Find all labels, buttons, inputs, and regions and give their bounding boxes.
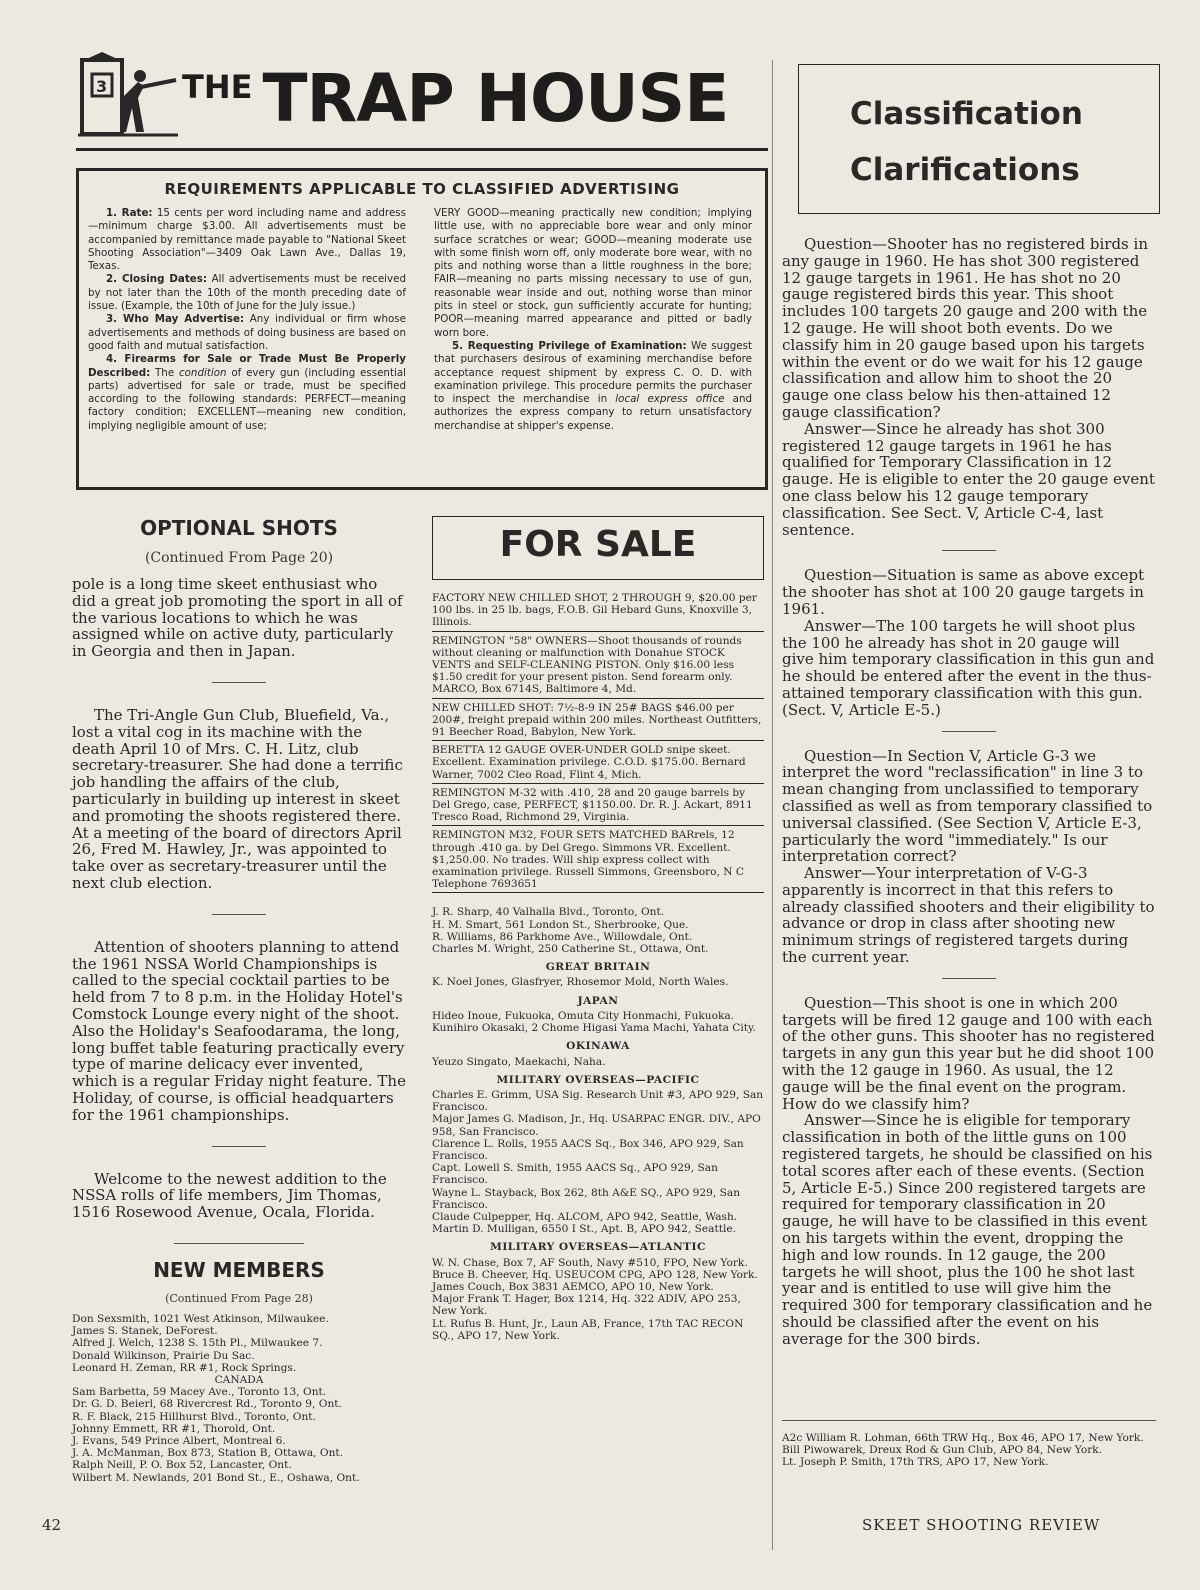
for-sale-list <box>432 592 764 1342</box>
classified-ad: REMINGTON M-32 with .410, 28 and 20 gauge barrels by Del Grego, case, PERFECT, $1150.00. Dr. R. J. Ackart, 8911 Tresco Road, Richmond 29, Virginia. <box>432 787 764 827</box>
req-rate: 1. Rate: 15 cents per word including name and address—minimum charge $3.00. All advertisements must be accompanied by remittance made payable to "National Skeet Shooting Association"—3409 Oak Lawn Ave., Dallas 19, Texas. <box>88 207 407 273</box>
canada-label: CANADA <box>214 1373 264 1386</box>
member-item: Martin D. Mulligan, 6550 I St., Apt. B, APO 942, Seattle. <box>432 1223 737 1236</box>
member-item: Wilbert M. Newlands, 201 Bond St., E., Oshawa, Ont. <box>72 1471 360 1484</box>
member-item: Wayne L. Stayback, Box 262, 8th A&E SQ., APO 929, San Francisco. <box>432 1186 741 1211</box>
classified-ad: REMINGTON "58" OWNERS—Shoot thousands of rounds without cleaning or malfunction with Donahue STOCK VENTS and SELF-CLEANING PISTON. Only $16.00 less $1.50 credit for your present piston. Send forearm only. MARCO, Box 6714S, Baltimore 4, Md. <box>432 635 764 699</box>
member-item: Lt. Rufus B. Hunt, Jr., Laun AB, France, 17th TAC RECON SQ., APO 17, New York. <box>432 1317 744 1342</box>
trap-house-logo-icon <box>78 52 178 138</box>
member-item: Ralph Neill, P. O. Box 52, Lancaster, Ont. <box>72 1459 292 1472</box>
question-1: Question—Shooter has no registered birds in any gauge in 1960. He has shot 300 registered 12 gauge targets in 1961. He has shot no 20 gauge registered birds this year. This shoot includes 100 targets 20 gauge and 200 with the 12 gauge. He will shoot both events. Do we classify him in 20 gauge based upon his targets within the event or do we wait for his 12 gauge classification and allow him to shoot the 20 gauge one class below his then-attained 12 gauge classification? <box>782 235 1148 421</box>
member-item: Bruce B. Cheever, Hq. USEUCOM CPG, APO 128, New York. <box>432 1268 758 1281</box>
for-sale-heading: FOR SALE <box>499 524 697 565</box>
new-members-list <box>72 1313 406 1484</box>
classified-ad: BERETTA 12 GAUGE OVER-UNDER GOLD snipe skeet. Excellent. Examination privilege. C.O.D. $175.00. Bernard Warner, 7002 Cleo Road, Flint 4, Mich. <box>432 744 764 784</box>
region-label: OKINAWA <box>566 1040 630 1053</box>
member-item: Hideo Inoue, Fukuoka, Omuta City Honmachi, Fukuoka. <box>432 1009 735 1022</box>
member-item: J. A. McManman, Box 873, Station B, Ottawa, Ont. <box>72 1447 344 1460</box>
region-label: JAPAN <box>577 994 619 1007</box>
separator <box>942 978 996 979</box>
svg-text:3: 3 <box>96 77 108 96</box>
requirements-right-column <box>434 207 752 433</box>
separator <box>212 682 266 683</box>
member-item: R. Williams, 86 Parkhome Ave., Willowdale, Ont. <box>432 930 693 943</box>
question-3: Question—In Section V, Article G-3 we interpret the word "reclassification" in line 3 to mean changing from unclassified to temporary classified as well as from temporary classified to universal classified. (See Section V, Article E-3, particularly the word "immediately." Is our interpretation correct? <box>782 746 1153 866</box>
optional-shots-p3: Attention of shooters planning to attend the 1961 NSSA World Championships is called to the special cocktail parties to be held from 7 to 8 p.m. in the Holiday Hotel's Comstock Lounge every night of the shoot. Also the Holiday's Seafoodarama, the long, long buffet table featuring practically every type of marine delicacy ever invented, which is a regular Friday night feature. The Holiday, of course, is official headquarters for the 1961 championships. <box>72 937 406 1124</box>
answer-3: Answer—Your interpretation of V-G-3 apparently is incorrect in that this refers to already classified shooters and their eligibility to advance or drop in class after shooting new minimum strings of registered targets during the current year. <box>782 864 1155 967</box>
masthead-main: TRAP HOUSE <box>262 60 729 137</box>
req-closing: 2. Closing Dates: All advertisements must be received by not later than the 10th of the month preceding date of issue. (Example, the 10th of June for the July issue.) <box>88 273 406 313</box>
answer-4: Answer—Since he is eligible for temporary classification in both of the little guns on 100 registered targets, he should be classified on his total scores after each of these events. (Section 5, Article E-5.) Since 200 registered targets are required for temporary classification in 20 gauge, he will have to be classified in this event on his targets within the event, dropping the high and low rounds. In 12 gauge, the 200 targets he will shoot, plus the 100 he shot last year and is entitled to use will give him the required 300 for temporary classification and he should be classified after the event on his average for the 300 birds. <box>782 1111 1153 1348</box>
separator <box>942 550 996 551</box>
region-label: MILITARY OVERSEAS—ATLANTIC <box>490 1241 706 1254</box>
member-item: J. R. Sharp, 40 Valhalla Blvd., Toronto, Ont. <box>432 906 665 919</box>
member-item: Claude Culpepper, Hq. ALCOM, APO 942, Seattle, Wash. <box>432 1210 738 1223</box>
member-item: Charles M. Wright, 250 Catherine St., Ottawa, Ont. <box>432 943 709 956</box>
member-item: R. F. Black, 215 Hillhurst Blvd., Toronto, Ont. <box>72 1410 316 1423</box>
atlantic-continued-list <box>782 1432 1156 1469</box>
optional-shots-p1: pole is a long time skeet enthusiast who did a great job promoting the sport in all of the various locations to which he was assigned while on active duty, particularly in Georgia and then in Japan. <box>72 575 403 661</box>
member-item: Sam Barbetta, 59 Macey Ave., Toronto 13, Ont. <box>72 1386 327 1399</box>
member-item: Bill Piwowarek, Dreux Rod & Gun Club, APO 84, New York. <box>782 1444 1103 1457</box>
optional-shots-section <box>72 516 406 1484</box>
classified-ad: REMINGTON M32, FOUR SETS MATCHED BARrels, 12 through .410 ga. by Del Grego. Simmons VR. Excellent. $1,250.00. No trades. Will ship express collect with examination privilege. Russell Simmons, Greensboro, N C Telephone 7693651 <box>432 829 764 893</box>
req-who: 3. Who May Advertise: Any individual or firm whose advertisements and methods of doing business are based on good faith and mutual satisfaction. <box>88 313 407 352</box>
classification-title: Classification Clarifications <box>850 96 1083 188</box>
question-4: Question—This shoot is one in which 200 targets will be fired 12 gauge and 100 with each of the other guns. This shooter has no registered targets in any gun this year but he did shoot 100 with the 12 gauge in 1960. As usual, the 12 gauge will be the final event on the program. How do we classify him? <box>782 993 1155 1113</box>
member-item: James S. Stanek, DeForest. <box>72 1325 218 1338</box>
optional-shots-p2: The Tri-Angle Gun Club, Bluefield, Va., lost a vital cog in its machine with the death April 10 of Mrs. C. H. Litz, club secretary-treasurer. She had done a terrific job handling the affairs of the club, particularly in building up interest in skeet and promoting the shoots registered there. At a meeting of the board of directors April 26, Fred M. Hawley, Jr., was appointed to take over as secretary-treasurer until the next club election. <box>72 705 403 892</box>
page-number: 42 <box>42 1516 62 1534</box>
classification-body <box>782 236 1156 1348</box>
classified-ad: FACTORY NEW CHILLED SHOT, 2 THROUGH 9, $20.00 per 100 lbs. in 25 lb. bags, F.O.B. Gil Hebard Guns, Knoxville 3, Illinois. <box>432 592 764 632</box>
member-item: Charles E. Grimm, USA Sig. Research Unit #3, APO 929, San Francisco. <box>432 1088 764 1114</box>
optional-shots-p4: Welcome to the newest addition to the NSSA rolls of life members, Jim Thomas, 1516 Rosewood Avenue, Ocala, Florida. <box>72 1169 387 1222</box>
member-item: Clarence L. Rolls, 1955 AACS Sq., Box 346, APO 929, San Francisco. <box>432 1137 744 1162</box>
member-item: Capt. Lowell S. Smith, 1955 AACS Sq., APO 929, San Francisco. <box>432 1162 718 1187</box>
req-examination: 5. Requesting Privilege of Examination: We suggest that purchasers desirous of examining merchandise before acceptance request shipment by express C. O. D. with examination privilege. This procedure permits the purchaser to inspect the merchandise in local express office and authorizes the express company to return unsatisfactory merchandise at shipper's expense. <box>434 339 753 432</box>
requirements-left-column <box>88 207 406 433</box>
optional-shots-sub: (Continued From Page 20) <box>144 550 334 566</box>
separator <box>212 914 266 915</box>
member-item: James Couch, Box 3831 AEMCO, APO 10, New York. <box>432 1280 714 1293</box>
region-label: GREAT BRITAIN <box>545 961 651 974</box>
separator <box>942 731 996 732</box>
masthead-title <box>182 60 762 137</box>
member-item: K. Noel Jones, Glasfryer, Rhosemor Mold, North Wales. <box>432 976 729 989</box>
separator <box>782 1420 1156 1421</box>
region-label: MILITARY OVERSEAS—PACIFIC <box>496 1073 700 1086</box>
magazine-name: SKEET SHOOTING REVIEW <box>862 1516 1101 1534</box>
separator <box>212 1146 266 1147</box>
column-divider <box>772 60 773 1550</box>
member-item: Donald Wilkinson, Prairie Du Sac. <box>72 1349 255 1362</box>
member-item: Leonard H. Zeman, RR #1, Rock Springs. <box>72 1361 297 1374</box>
optional-shots-body <box>72 576 406 1221</box>
new-members-sub: (Continued From Page 28) <box>165 1291 313 1305</box>
member-item: Yeuzo Singato, Maekachi, Naha. <box>432 1055 606 1068</box>
member-item: H. M. Smart, 561 London St., Sherbrooke, Que. <box>432 918 689 931</box>
member-item: Don Sexsmith, 1021 West Atkinson, Milwaukee. <box>72 1312 329 1325</box>
member-item: Johnny Emmett, RR #1, Thorold, Ont. <box>72 1422 276 1435</box>
classified-ad: NEW CHILLED SHOT: 7½-8-9 IN 25# BAGS $46.00 per 200#, freight prepaid within 200 miles. Northeast Outfitters, 91 Beecher Road, Babylon, New York. <box>432 702 764 742</box>
member-item: Dr. G. D. Beierl, 68 Rivercrest Rd., Toronto 9, Ont. <box>72 1398 342 1411</box>
question-2: Question—Situation is same as above except the shooter has shot at 100 20 gauge targets in 1961. <box>782 566 1145 618</box>
member-item: Major James G. Madison, Jr., Hq. USARPAC ENGR. DIV., APO 958, San Francisco. <box>432 1113 761 1138</box>
member-item: Kunihiro Okasaki, 2 Chome Higasi Yama Machi, Yahata City. <box>432 1022 756 1035</box>
answer-1: Answer—Since he already has shot 300 registered 12 gauge targets in 1961 he has qualified for Temporary Classification in 12 gauge. He is eligible to enter the 20 gauge event one class below his 12 gauge temporary classification. See Sect. V, Article C-4, last sentence. <box>782 419 1155 539</box>
member-item: W. N. Chase, Box 7, AF South, Navy #510, FPO, New York. <box>432 1256 748 1269</box>
req-firearms: 4. Firearms for Sale or Trade Must Be Properly Described: The condition of every gun (including essential parts) advertised for sale or trade, must be specified according to the following standards: PERFECT—meaning factory condition; EXCELLENT—meaning new condition, implying negligible amount of use; <box>88 353 407 432</box>
separator <box>174 1243 304 1244</box>
member-item: A2c William R. Lohman, 66th TRW Hq., Box 46, APO 17, New York. <box>782 1432 1144 1444</box>
member-item: Lt. Joseph P. Smith, 17th TRS, APO 17, New York. <box>782 1456 1049 1469</box>
new-members-heading: NEW MEMBERS <box>153 1257 325 1282</box>
req-firearms-cont: VERY GOOD—meaning practically new condition; implying little use, with no appreciable bore wear and only minor surface scratches or wear; GOOD—meaning moderate use with some finish worn off, only moderate bore wear, with no pits and nothing worse than a little roughness in the bore; FAIR—meaning no parts missing necessary to use of gun, reasonable wear inside and out, nothing worse than minor pits in steel or stock, gun sufficiently accurate for hunting; POOR—meaning marred appearance and pitted or badly worn bore. <box>434 207 752 339</box>
answer-2: Answer—The 100 targets he will shoot plus the 100 he already has shot in 20 gauge will give him temporary classification in this gun and he should be entered after the event in the thus-attained temporary classification with this gun. (Sect. V, Article E-5.) <box>782 616 1155 719</box>
requirements-title: REQUIREMENTS APPLICABLE TO CLASSIFIED ADVERTISING <box>164 180 680 198</box>
masthead-the: THE <box>182 68 253 106</box>
masthead-rule <box>76 148 768 151</box>
optional-shots-heading: OPTIONAL SHOTS <box>140 516 338 540</box>
member-item: J. Evans, 549 Prince Albert, Montreal 6. <box>72 1434 286 1447</box>
member-item: Alfred J. Welch, 1238 S. 15th Pl., Milwaukee 7. <box>72 1337 323 1350</box>
member-item: Major Frank T. Hager, Box 1214, Hq. 322 ADIV, APO 253, New York. <box>432 1293 741 1318</box>
